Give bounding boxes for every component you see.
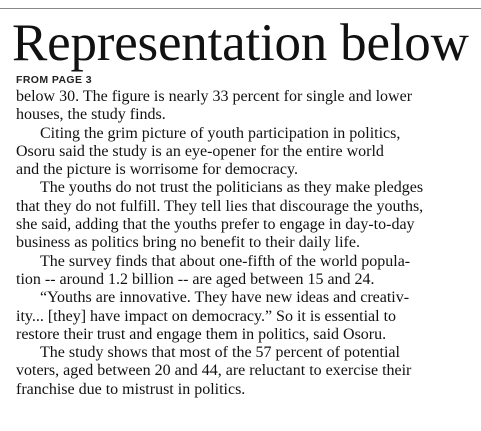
paragraph-6 [16,344,474,399]
divider [0,8,481,9]
article-body [16,88,474,399]
paragraph-5 [16,289,474,344]
text-line: business as politics bring no benefit to their daily life. [16,234,360,252]
text-line: The study shows that most of the 57 percent of potential [40,344,400,362]
paragraph-3 [16,179,474,252]
paragraph-2 [16,125,474,180]
text-line: that they do not fulfill. They tell lies that discourage the youths, [16,197,424,215]
paragraph-4 [16,253,474,290]
headline: Representation below [12,14,469,72]
text-line: The survey finds that about one-fifth of the world popula- [40,252,411,270]
cropped-header-text [16,0,20,6]
text-line: she said, adding that the youths prefer to engage in day-to-day [16,216,415,234]
text-line: “Youths are innovative. They have new ideas and creativ- [40,289,410,307]
jump-line: FROM PAGE 3 [16,74,92,86]
text-line: voters, aged between 20 and 44, are reluctant to exercise their [16,362,412,380]
text-line: Osoru said the study is an eye-opener for the entire world [16,142,384,160]
text-line: below 30. The figure is nearly 33 percent for single and lower [16,88,413,105]
text-line: ity... [they] have impact on democracy.” So it is essential to [16,307,397,325]
text-line: franchise due to mistrust in politics. [16,380,246,398]
text-line: tion -- around 1.2 billion -- are aged between 15 and 24. [16,270,375,288]
text-line: The youths do not trust the politicians as they make pledges [40,179,424,197]
top-rule [0,0,481,10]
text-line: and the picture is worrisome for democracy. [16,161,298,179]
paragraph-1 [16,88,474,125]
text-line: restore their trust and engage them in politics, said Osoru. [16,325,387,343]
text-line: Citing the grim picture of youth participation in politics, [40,124,401,142]
text-line: houses, the study finds. [16,106,166,124]
